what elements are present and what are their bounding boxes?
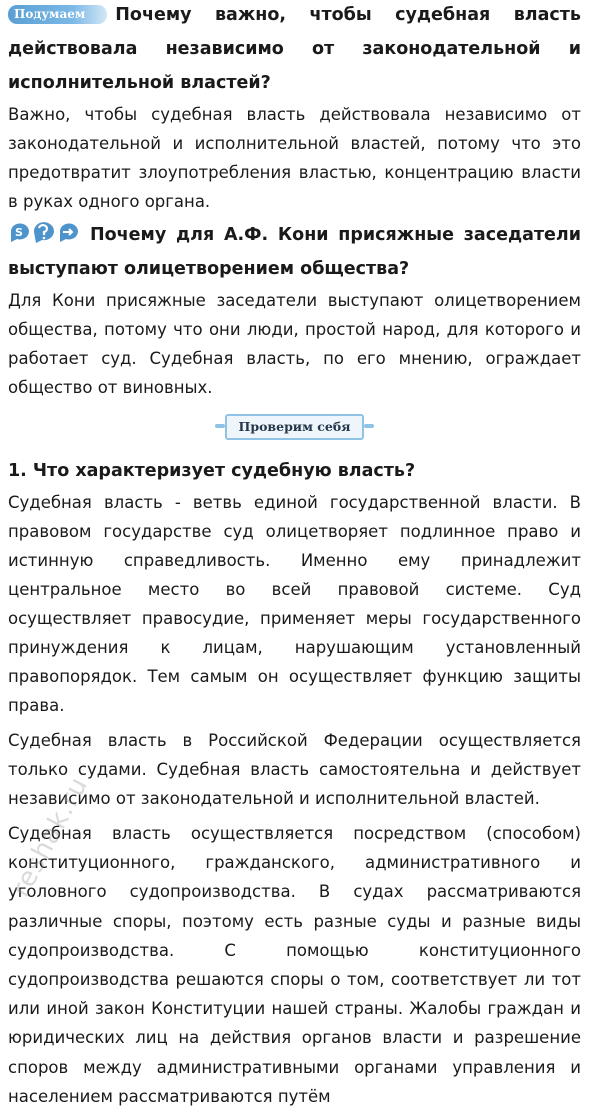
discuss-question xyxy=(4,218,585,286)
discuss-answer: Для Кони присяжные заседатели выступают олицетворением общества, потому что они люди, простой народ, для которого и работает суд. Судебная власть, по его мнению, ограждает общество от виновных. xyxy=(8,291,581,397)
question-1-title: 1. Что характеризует судебную власть? xyxy=(8,461,416,481)
arrow-bubble-icon xyxy=(60,223,78,242)
think-answer: Важно, чтобы судебная власть действовала независимо от законодательной и исполнительной властей, потому что это предотвратит злоупотребления властью, концентрацию власти в руках одного органа. xyxy=(8,105,581,211)
discuss-question-text: Почему для А.Ф. Кони присяжные заседатели выступают олицетворением общества? xyxy=(8,225,581,279)
think-question-text: Почему важно, чтобы судебная власть действовала независимо от законодательной и исполнительной властей? xyxy=(8,5,581,93)
watermark: reshak.ru xyxy=(6,771,95,903)
think-badge: Подумаем xyxy=(8,5,107,24)
speech-bubble-icon xyxy=(11,223,29,242)
think-question xyxy=(4,0,585,100)
svg-text:S: S xyxy=(15,226,23,239)
question-1-paragraph-1: Судебная власть - ветвь единой государственной власти. В правовом государстве суд олицетворяет подлинное право и истинную справедливость. Именно ему принадлежит центральное место во всей правовой системе. Суд осуществляет правосудие, применяет меры государственного принуждения к лицам, нарушающим установленный правопорядок. Тем самым он осуществляет функцию защиты права. xyxy=(8,493,581,715)
check-yourself-header xyxy=(4,408,585,448)
discuss-icons xyxy=(8,220,80,244)
question-1-paragraph-2: Судебная власть в Российской Федерации осуществляется только судами. Судебная власть самостоятельна и действует независимо от законодательной и исполнительной властей. xyxy=(8,731,581,808)
check-yourself-badge: Проверим себя xyxy=(225,414,365,440)
question-bubble-icon xyxy=(34,222,54,243)
question-1-paragraph-3: Судебная власть осуществляется посредством (способом) конституционного, гражданского, административного и уголовного судопроизводства. В судах рассматриваются различные споры, поэтому есть разные суды и разные виды судопроизводства. С помощью конституционного судопроизводства решаются споры о том, соответствует ли тот или иной закон Конституции нашей страны. Жалобы граждан и юридических лиц на действия органов власти и разрешение споров между административными органами управления и населением рассматриваются путём xyxy=(8,824,581,1106)
